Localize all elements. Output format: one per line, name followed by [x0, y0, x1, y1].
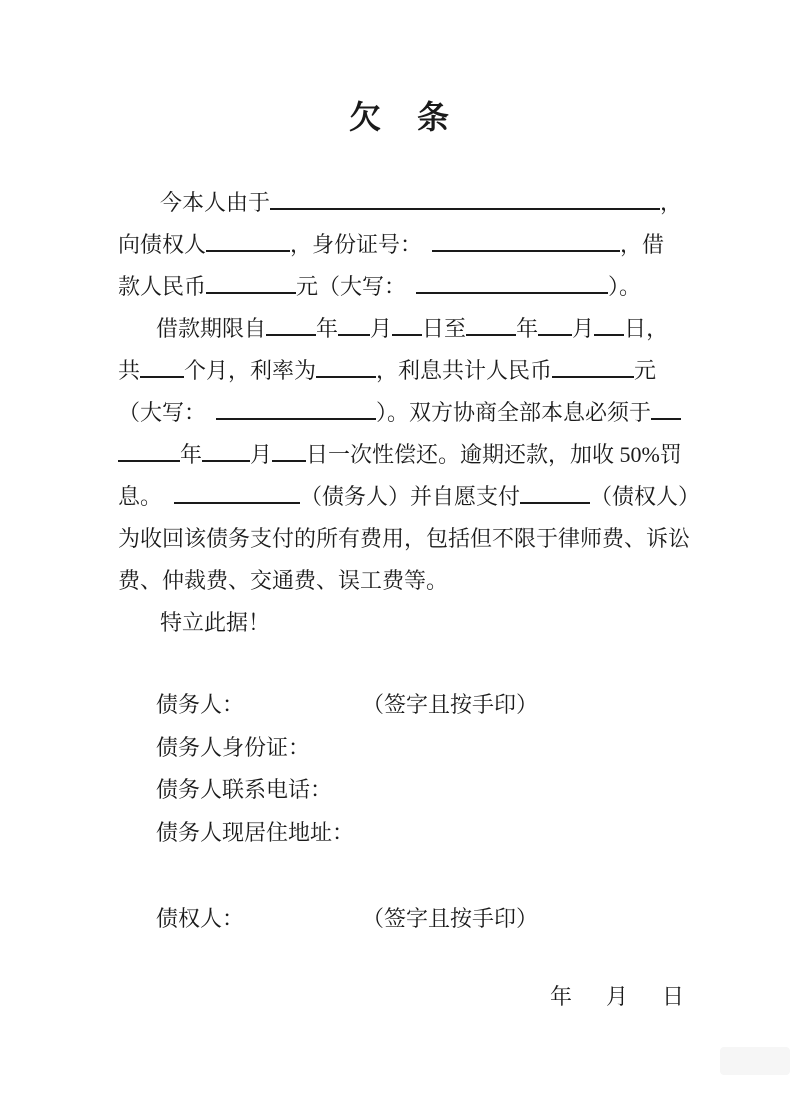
text-line — [118, 727, 684, 770]
blank-underline — [520, 482, 590, 504]
text-run: 月 — [605, 984, 628, 1009]
text-run: 特立此据！ — [160, 610, 271, 635]
text-run: 日， — [624, 316, 669, 341]
gap-spacer — [118, 335, 156, 336]
text-run: 债务人身份证： — [156, 734, 311, 760]
text-run: 年 — [549, 984, 572, 1009]
text-line — [118, 224, 684, 266]
text-run: （债务人）并自愿支付 — [300, 484, 521, 509]
blank-underline — [206, 230, 290, 252]
date-line — [118, 976, 684, 1018]
text-line — [118, 350, 684, 392]
gap-spacer — [206, 419, 216, 420]
gap-spacer — [244, 711, 362, 712]
document-body-paragraphs — [118, 182, 701, 644]
blank-underline — [118, 440, 180, 462]
blank-underline — [594, 314, 624, 336]
text-line — [118, 769, 684, 812]
text-run: 日至 — [422, 316, 467, 341]
blank-underline — [392, 314, 422, 336]
gap-spacer — [162, 503, 174, 504]
text-run: ，借 — [620, 232, 665, 257]
text-run: 借款期限自 — [156, 316, 267, 341]
watermark-smudge — [720, 1047, 790, 1075]
text-line — [118, 602, 684, 644]
text-run: 共 — [118, 358, 141, 383]
gap-spacer — [244, 925, 362, 926]
text-line — [118, 684, 684, 727]
blank-underline — [338, 314, 370, 336]
gap-spacer — [118, 754, 156, 755]
text-run: 年 — [180, 442, 203, 467]
blank-underline — [432, 230, 620, 252]
text-run: 为收回该债务支付的所有费用，包括但不限于律师费、诉讼 — [118, 526, 691, 551]
text-line — [118, 812, 684, 855]
gap-spacer — [406, 293, 416, 294]
text-line — [118, 898, 684, 940]
gap-spacer — [118, 925, 156, 926]
text-run: （大写： — [118, 400, 207, 425]
text-run: 债务人： — [156, 692, 245, 717]
text-run: 债务人联系电话： — [156, 777, 333, 803]
blank-underline — [202, 440, 250, 462]
text-run: 向债权人 — [118, 232, 207, 257]
text-line — [118, 392, 684, 434]
gap-spacer — [118, 796, 156, 797]
text-run: 费、仲裁费、交通费、误工费等。 — [118, 568, 449, 593]
blank-underline — [651, 398, 681, 420]
text-run: ，利息共计人民币 — [376, 358, 553, 383]
blank-underline — [140, 356, 184, 378]
blank-underline — [266, 314, 316, 336]
text-run: 债权人： — [156, 906, 245, 931]
text-line — [118, 182, 684, 224]
blank-underline — [272, 440, 306, 462]
text-run: 元（大写： — [296, 274, 407, 299]
blank-underline — [552, 356, 634, 378]
text-run: 月 — [250, 442, 273, 467]
blank-underline — [466, 314, 516, 336]
text-run: ， — [660, 190, 683, 215]
creditor-signature-block — [118, 898, 684, 940]
text-line — [118, 266, 684, 308]
blank-underline — [538, 314, 572, 336]
text-run: 年 — [516, 316, 539, 341]
blank-underline — [270, 188, 660, 210]
debtor-signature-block — [118, 684, 684, 854]
text-line — [118, 518, 691, 560]
text-run: 款人民币 — [118, 274, 207, 299]
text-run: ，身份证号： — [290, 232, 423, 257]
gap-spacer — [422, 251, 432, 252]
gap-spacer — [118, 711, 156, 712]
text-run: 今本人由于 — [160, 190, 271, 215]
text-run: 年 — [316, 316, 339, 341]
gap-spacer — [572, 1003, 606, 1004]
text-run: ）。 — [608, 274, 642, 299]
document-title: 欠 条 — [348, 99, 451, 135]
gap-spacer — [118, 209, 160, 210]
blank-underline — [174, 482, 300, 504]
blank-underline — [206, 272, 296, 294]
text-run: （签字且按手印） — [362, 906, 539, 931]
gap-spacer — [118, 839, 156, 840]
text-line — [118, 308, 684, 350]
text-run: 月 — [572, 316, 595, 341]
blank-underline — [216, 398, 376, 420]
text-run: 个月，利率为 — [184, 358, 317, 383]
text-line — [118, 476, 701, 518]
text-run: 息。 — [118, 484, 163, 509]
text-line — [118, 434, 684, 476]
text-run: 日 — [661, 984, 684, 1009]
text-run: 元 — [634, 358, 657, 383]
text-run: （签字且按手印） — [362, 692, 539, 717]
blank-underline — [316, 356, 376, 378]
text-line — [118, 560, 684, 602]
text-run: （债权人） — [590, 484, 701, 509]
gap-spacer — [118, 629, 160, 630]
text-line — [118, 976, 684, 1018]
text-run: ）。双方协商全部本息必须于 — [376, 400, 652, 425]
gap-spacer — [628, 1003, 662, 1004]
text-run: 月 — [370, 316, 393, 341]
text-run: 债务人现居住地址： — [156, 819, 355, 845]
blank-underline — [416, 272, 608, 294]
text-run: 日一次性偿还。逾期还款，加收 50%罚 — [306, 442, 682, 467]
